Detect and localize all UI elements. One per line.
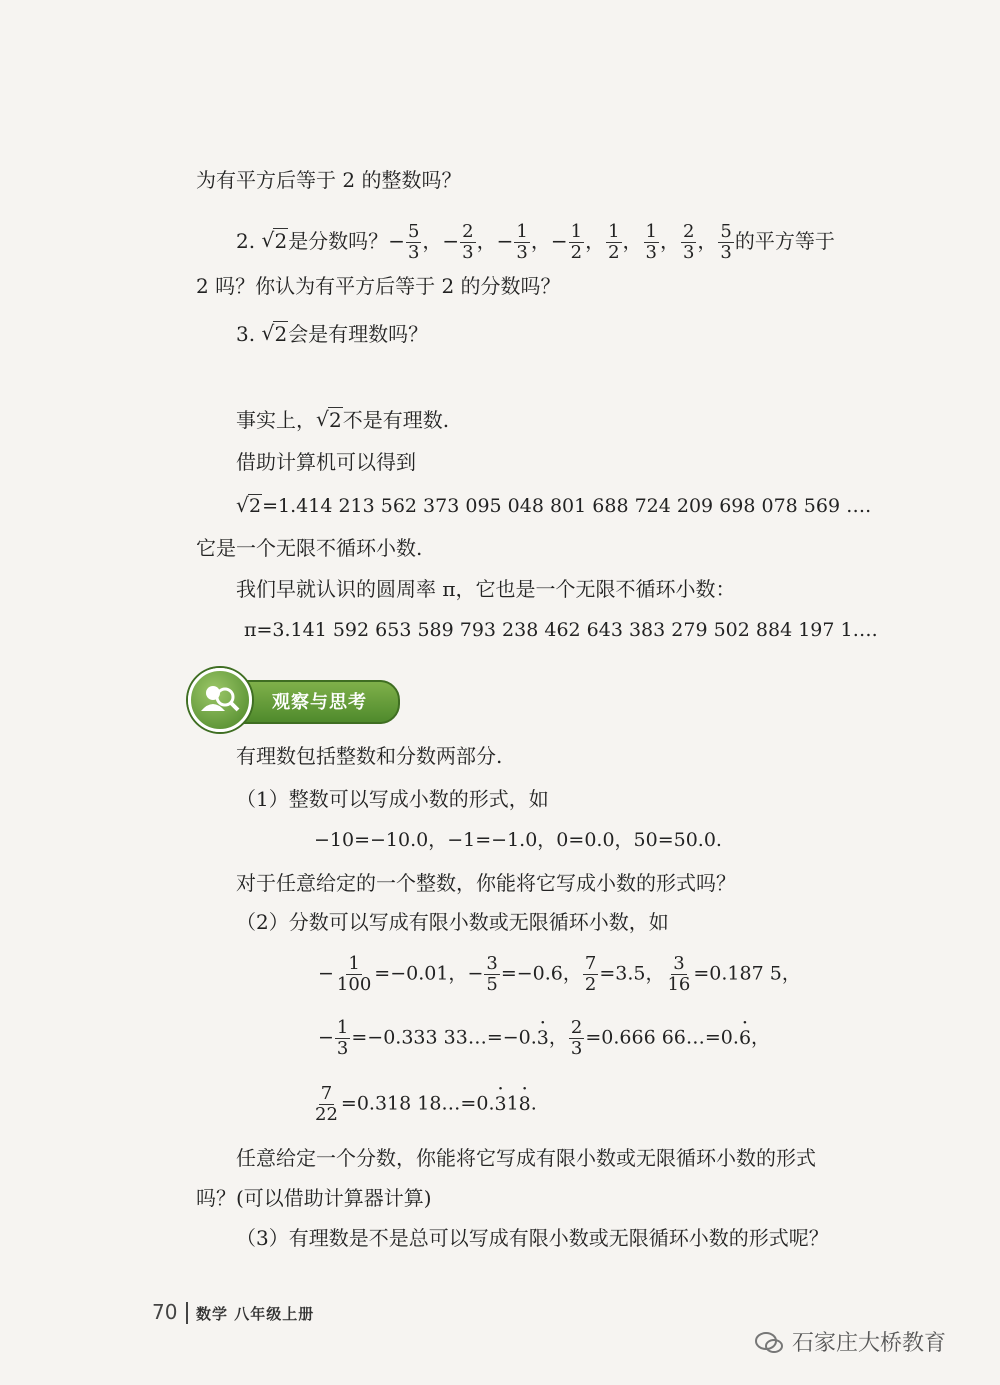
fraction: $\frac{2}{3}$: [462, 221, 474, 263]
text: =3.5，: [599, 962, 665, 985]
comma: ，: [422, 229, 443, 253]
text-line: （1）整数可以写成小数的形式，如: [236, 787, 549, 811]
text-line: （3）有理数是不是总可以写成有限小数或无限循环小数的形式呢？: [236, 1226, 829, 1250]
comma: ，: [697, 229, 718, 253]
footer-divider: [186, 1302, 188, 1324]
minus-sign: −: [496, 229, 514, 253]
fraction: $\frac{7}{22}$: [315, 1083, 338, 1125]
text: .: [530, 1092, 537, 1115]
repeating-digit: · 8: [519, 1090, 531, 1118]
fraction: $\frac{7}{2}$: [584, 953, 597, 995]
text-line: 任意给定一个分数，你能将它写成有限小数或无限循环小数的形式: [236, 1146, 816, 1170]
text: =−0.01，: [374, 962, 468, 985]
fraction: $\frac{1}{2}$: [608, 221, 620, 263]
text: =−0.6，: [500, 962, 582, 985]
minus-sign: −: [442, 229, 460, 253]
comma: ，: [622, 229, 643, 253]
fraction: $\frac{1}{3}$: [645, 221, 657, 263]
sqrt2-expansion: [236, 492, 871, 520]
fraction: $\frac{5}{3}$: [407, 221, 420, 263]
fraction-examples-2: − $\frac{1}{3}$ =−0.333 33…=−0.· 3， $\frac{2}{3}$ =0.666 66…=0.· 6，: [318, 1018, 770, 1059]
text-line: 吗？(可以借助计算器计算): [196, 1186, 432, 1210]
repeating-digit: · 3: [537, 1024, 549, 1052]
text-line: 为有平方后等于 2 的整数吗？: [196, 168, 462, 192]
text: 的平方等于: [734, 229, 835, 253]
sqrt-symbol: √ 2: [236, 492, 262, 520]
comma: ，: [530, 229, 551, 253]
question-3: [236, 320, 428, 348]
text: 会是有理数吗？: [288, 322, 429, 346]
wechat-icon-svg: [754, 1330, 784, 1356]
text-line: 我们早就认识的圆周率 π，它也是一个无限不循环小数：: [236, 577, 736, 601]
sqrt-symbol: √ 2: [261, 320, 288, 348]
fraction: $\frac{5}{3}$: [720, 221, 732, 263]
repeating-digit: · 3: [494, 1090, 506, 1118]
book-title: 数学 八年级上册: [196, 1305, 315, 1323]
text: ，: [751, 1026, 771, 1049]
text: =0.318 18…=0.: [340, 1092, 495, 1115]
repeating-digit: · 6: [739, 1024, 751, 1052]
text-line: 它是一个无限不循环小数.: [196, 536, 423, 560]
sqrt-symbol: √ 2: [261, 227, 288, 255]
text-line: 借助计算机可以得到: [236, 450, 416, 474]
text: 是分数吗？: [288, 229, 389, 253]
question-2: [236, 222, 835, 263]
comma: ，: [659, 229, 680, 253]
text: =1.414 213 562 373 095 048 801 688 724 209 698 078 569 ….: [262, 495, 872, 517]
text-line: （2）分数可以写成有限小数或无限循环小数，如: [236, 910, 669, 934]
text: =0.187 5，: [693, 962, 801, 985]
wechat-icon: [754, 1330, 784, 1362]
fraction: $\frac{3}{5}$: [486, 953, 498, 995]
text: 不是有理数.: [342, 408, 450, 432]
text-line: 有理数包括整数和分数两部分.: [236, 744, 503, 768]
text: =0.666 66…=0.: [585, 1026, 739, 1049]
question-number: 3.: [236, 322, 256, 346]
fraction: $\frac{1}{2}$: [570, 221, 583, 263]
minus-sign: −: [388, 229, 405, 253]
sqrt-symbol: √ 2: [316, 406, 343, 434]
comma: ，: [476, 229, 497, 253]
badge-label: 观察与思考: [272, 692, 367, 713]
fraction: $\frac{1}{3}$: [516, 221, 528, 263]
fraction: $\frac{3}{16}$: [667, 953, 691, 995]
text: 1: [506, 1092, 519, 1115]
people-search-icon-svg: [191, 671, 249, 729]
integer-examples: −10=−10.0，−1=−1.0，0=0.0，50=50.0.: [314, 829, 722, 851]
page-number: 70: [152, 1300, 178, 1324]
observe-think-badge: [188, 668, 398, 730]
text-line: 对于任意给定的一个整数，你能将它写成小数的形式吗？: [236, 871, 736, 895]
fraction: $\frac{1}{100}$: [336, 953, 372, 995]
text: 事实上，: [236, 408, 316, 432]
text: ，: [548, 1026, 568, 1049]
question-number: 2.: [236, 229, 256, 253]
fraction-list: [388, 221, 735, 263]
people-search-icon: [188, 668, 252, 732]
comma: ，: [585, 229, 606, 253]
watermark: 石家庄大桥教育: [792, 1331, 947, 1356]
fraction-examples-1: − $\frac{1}{100}$ =−0.01，− $\frac{3}{5}$ =−0.6， $\frac{7}{2}$ =3.5， $\frac{3}{16}$ =0.187 5，: [318, 953, 801, 995]
fraction: $\frac{1}{3}$: [336, 1017, 349, 1059]
minus-sign: −: [550, 229, 568, 253]
text: =−0.333 33…=−0.: [351, 1026, 537, 1049]
text-line: [236, 406, 449, 434]
fraction: $\frac{2}{3}$: [570, 1017, 583, 1059]
fraction-examples-3: [312, 1084, 537, 1125]
pi-expansion: π=3.141 592 653 589 793 238 462 643 383 279 502 884 197 1….: [244, 619, 878, 641]
text-line: 2 吗？你认为有平方后等于 2 的分数吗？: [196, 274, 561, 298]
fraction: $\frac{2}{3}$: [682, 221, 695, 263]
